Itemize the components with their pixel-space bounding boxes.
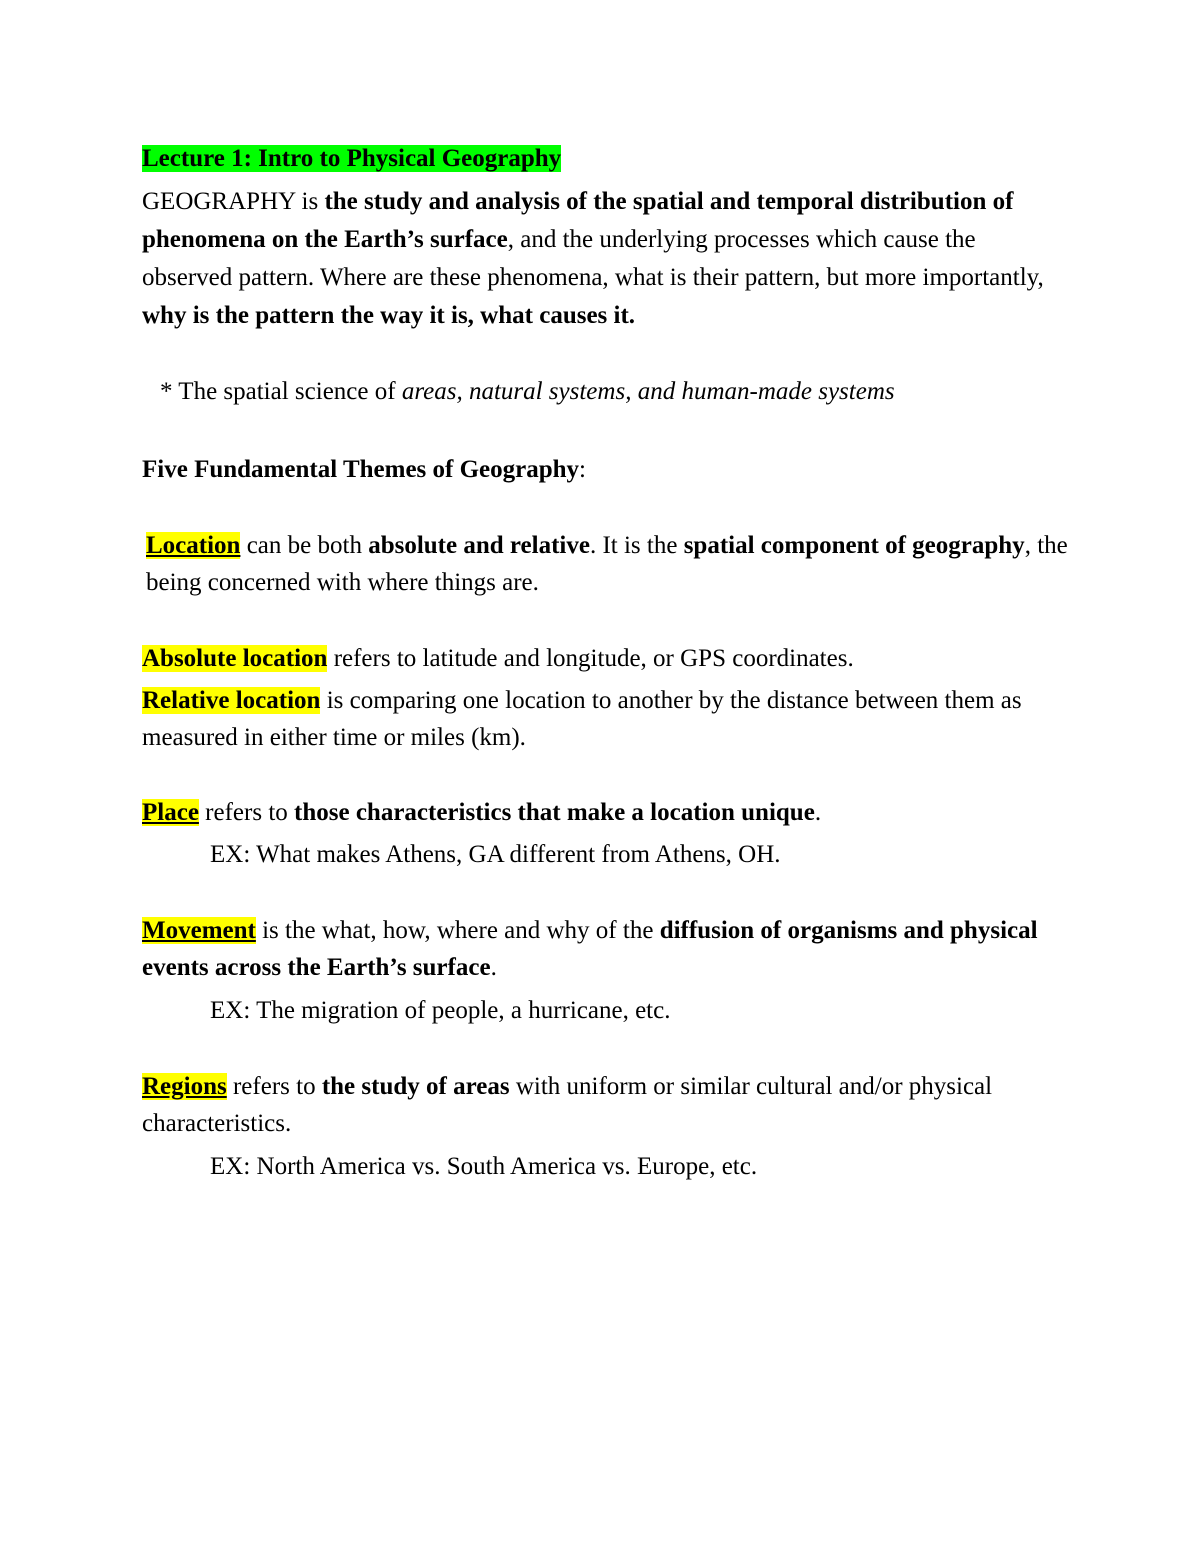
movement-example: EX: The migration of people, a hurricane, etc. <box>210 997 671 1024</box>
movement-t1: is the what, how, where and why of the <box>255 917 660 944</box>
place-example: EX: What makes Athens, GA different from Athens, OH. <box>210 841 781 868</box>
location-t2: . It is the <box>589 532 684 559</box>
regions-t2: with uniform or similar cultural and/or physical characteristics. <box>142 1073 993 1137</box>
spatial-note <box>160 373 1090 410</box>
place-t2: . <box>814 799 822 826</box>
absolute-location-text: refers to latitude and longitude, or GPS coordinates. <box>327 645 854 672</box>
location-term: Location <box>146 532 241 559</box>
definition-bold-1: the study and analysis of the spatial and temporal distribution of phenomena on the Earth’s surface <box>142 188 1014 253</box>
place-term: Place <box>142 799 199 826</box>
regions-paragraph <box>142 1068 1072 1142</box>
definition-rest: , and the underlying processes which cause the observed pattern. Where are these phenomena, what is their pattern, but more importantly, <box>142 226 1044 291</box>
location-paragraph <box>146 527 1076 601</box>
movement-b1: diffusion of organisms and physical events across the Earth’s surface <box>142 917 1038 981</box>
lecture-title-text: Lecture 1: Intro to Physical Geography <box>142 145 562 172</box>
relative-location-term: Relative location <box>142 687 321 714</box>
absolute-location-paragraph <box>142 640 1072 677</box>
spatial-note-prefix: * The spatial science of <box>160 378 402 405</box>
regions-b1: the study of areas <box>321 1073 510 1100</box>
spatial-note-italic: areas, natural systems, and human-made systems <box>401 378 895 405</box>
movement-term: Movement <box>142 917 256 944</box>
themes-heading-text: Five Fundamental Themes of Geography <box>142 456 580 483</box>
themes-heading-colon: : <box>579 456 586 483</box>
location-b1: absolute and relative <box>368 532 590 559</box>
regions-term: Regions <box>142 1073 227 1100</box>
movement-paragraph <box>142 912 1072 986</box>
location-b2: spatial component of geography <box>683 532 1025 559</box>
location-t3: , the being concerned with where things are. <box>146 532 1068 596</box>
location-t1: can be both <box>240 532 369 559</box>
geography-definition <box>142 183 1072 335</box>
relative-location-text: is comparing one location to another by the distance between them as measured in either time or miles (km). <box>142 687 1022 751</box>
regions-t1: refers to <box>226 1073 322 1100</box>
geography-term: GEOGRAPHY <box>142 188 296 215</box>
definition-is: is <box>295 188 325 215</box>
regions-example: EX: North America vs. South America vs. Europe, etc. <box>210 1153 758 1180</box>
movement-t2: . <box>490 954 497 981</box>
relative-location-paragraph <box>142 682 1072 756</box>
definition-bold-2: why is the pattern the way it is, what causes it. <box>142 302 636 329</box>
place-b1: those characteristics that make a location unique <box>294 799 815 826</box>
place-t1: refers to <box>198 799 295 826</box>
place-paragraph <box>142 794 1072 831</box>
lecture-title <box>142 140 1072 177</box>
absolute-location-term: Absolute location <box>142 645 328 672</box>
themes-heading <box>142 451 1072 488</box>
